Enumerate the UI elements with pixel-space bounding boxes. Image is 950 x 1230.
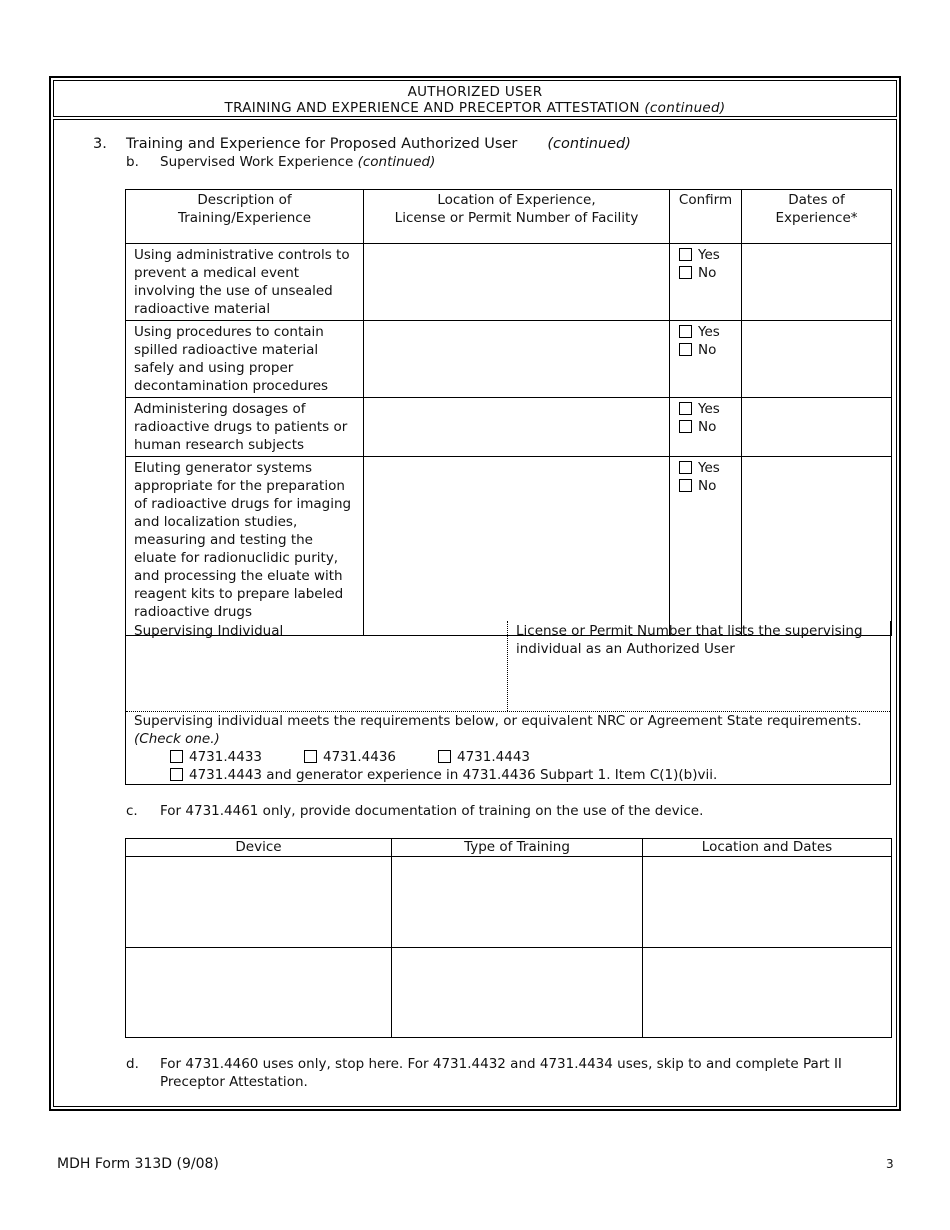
subsection-b-letter: b. [126, 154, 139, 170]
device-training-table [125, 838, 892, 1038]
dates-input-cell[interactable] [742, 398, 892, 457]
section-c-text: For 4731.4461 only, provide documentation of training on the use of the device. [160, 803, 704, 819]
confirm-yes[interactable]: Yes [670, 246, 741, 264]
experience-description: Eluting generator systems appropriate for the preparation of radioactive drugs for imaging and localization studies, measuring and testing the eluate for radionuclidic purity, and processing the eluate with reagent kits to prepare labeled radioactive drugs [126, 457, 364, 636]
training-type-input-cell[interactable] [392, 948, 643, 1038]
requirements-text: Supervising individual meets the requirements below, or equivalent NRC or Agreement State requirements. [134, 713, 862, 729]
confirm-yes[interactable]: Yes [670, 323, 741, 341]
checkbox[interactable] [679, 325, 692, 338]
supervisor-license-label: License or Permit Number that lists the supervising individual as an Authorized User [516, 623, 863, 657]
col-location-dates-header: Location and Dates [643, 839, 892, 857]
section-title: Training and Experience for Proposed Authorized User (continued) [126, 136, 631, 152]
confirm-no[interactable]: No [670, 341, 741, 359]
checkbox[interactable] [304, 750, 317, 763]
col-device-header: Device [126, 839, 392, 857]
location-input-cell[interactable] [364, 398, 670, 457]
supervising-individual-label: Supervising Individual [134, 623, 284, 639]
checkbox[interactable] [679, 402, 692, 415]
experience-row [126, 321, 892, 398]
checkbox[interactable] [170, 750, 183, 763]
confirm-cell [670, 398, 742, 457]
option-4731-4436[interactable]: 4731.4436 [304, 748, 438, 766]
supervising-individual-field[interactable] [126, 621, 508, 711]
device-table-header-row [126, 839, 892, 857]
supervisor-license-field[interactable] [508, 621, 890, 711]
confirm-no[interactable]: No [670, 418, 741, 436]
device-input-cell[interactable] [126, 948, 392, 1038]
col-location-header: Location of Experience, License or Permit Number of Facility [364, 190, 670, 244]
checkbox[interactable] [679, 479, 692, 492]
confirm-yes[interactable]: Yes [670, 459, 741, 477]
col-dates-header: Dates of Experience* [742, 190, 892, 244]
device-table-row [126, 857, 892, 948]
experience-description: Administering dosages of radioactive drugs to patients or human research subjects [126, 398, 364, 457]
experience-description: Using procedures to contain spilled radioactive material safely and using proper decontamination procedures [126, 321, 364, 398]
section-c-letter: c. [126, 803, 138, 819]
device-table-row [126, 948, 892, 1038]
checkbox[interactable] [679, 248, 692, 261]
checkbox[interactable] [679, 266, 692, 279]
confirm-cell [670, 457, 742, 636]
check-one-label: (Check one.) [134, 731, 220, 747]
experience-row [126, 457, 892, 636]
training-type-input-cell[interactable] [392, 857, 643, 948]
section-d-letter: d. [126, 1056, 139, 1072]
requirement-options-row [134, 748, 882, 766]
form-id: MDH Form 313D (9/08) [57, 1156, 219, 1172]
experience-table [125, 189, 892, 636]
experience-header-row [126, 190, 892, 244]
option-4731-4443-generator[interactable]: 4731.4443 and generator experience in 4731.4436 Subpart 1. Item C(1)(b)vii. [134, 766, 882, 784]
col-training-type-header: Type of Training [392, 839, 643, 857]
supervising-block [125, 621, 891, 785]
section-d-text: For 4731.4460 uses only, stop here. For 4731.4432 and 4731.4434 uses, skip to and complete Part II Preceptor Attestation. [160, 1056, 842, 1090]
requirements-section [126, 711, 890, 784]
dates-input-cell[interactable] [742, 244, 892, 321]
col-description-header: Description of Training/Experience [126, 190, 364, 244]
location-input-cell[interactable] [364, 244, 670, 321]
checkbox[interactable] [438, 750, 451, 763]
experience-row [126, 244, 892, 321]
location-dates-input-cell[interactable] [643, 857, 892, 948]
header-subtitle: TRAINING AND EXPERIENCE AND PRECEPTOR ATTESTATION (continued) [224, 100, 726, 116]
location-input-cell[interactable] [364, 321, 670, 398]
location-input-cell[interactable] [364, 457, 670, 636]
form-header [53, 80, 897, 117]
experience-description: Using administrative controls to prevent a medical event involving the use of unsealed radioactive material [126, 244, 364, 321]
device-input-cell[interactable] [126, 857, 392, 948]
confirm-cell [670, 244, 742, 321]
subsection-b-title: Supervised Work Experience (continued) [160, 154, 436, 170]
dates-input-cell[interactable] [742, 457, 892, 636]
section-number: 3. [93, 136, 107, 152]
header-title: AUTHORIZED USER [407, 84, 543, 100]
checkbox[interactable] [679, 461, 692, 474]
location-dates-input-cell[interactable] [643, 948, 892, 1038]
dates-input-cell[interactable] [742, 321, 892, 398]
experience-row [126, 398, 892, 457]
checkbox[interactable] [170, 768, 183, 781]
checkbox[interactable] [679, 420, 692, 433]
confirm-no[interactable]: No [670, 477, 741, 495]
option-4731-4433[interactable]: 4731.4433 [170, 748, 304, 766]
confirm-cell [670, 321, 742, 398]
col-confirm-header: Confirm [670, 190, 742, 244]
page-number: 3 [886, 1157, 894, 1171]
confirm-no[interactable]: No [670, 264, 741, 282]
confirm-yes[interactable]: Yes [670, 400, 741, 418]
checkbox[interactable] [679, 343, 692, 356]
option-4731-4443[interactable]: 4731.4443 [438, 748, 530, 766]
